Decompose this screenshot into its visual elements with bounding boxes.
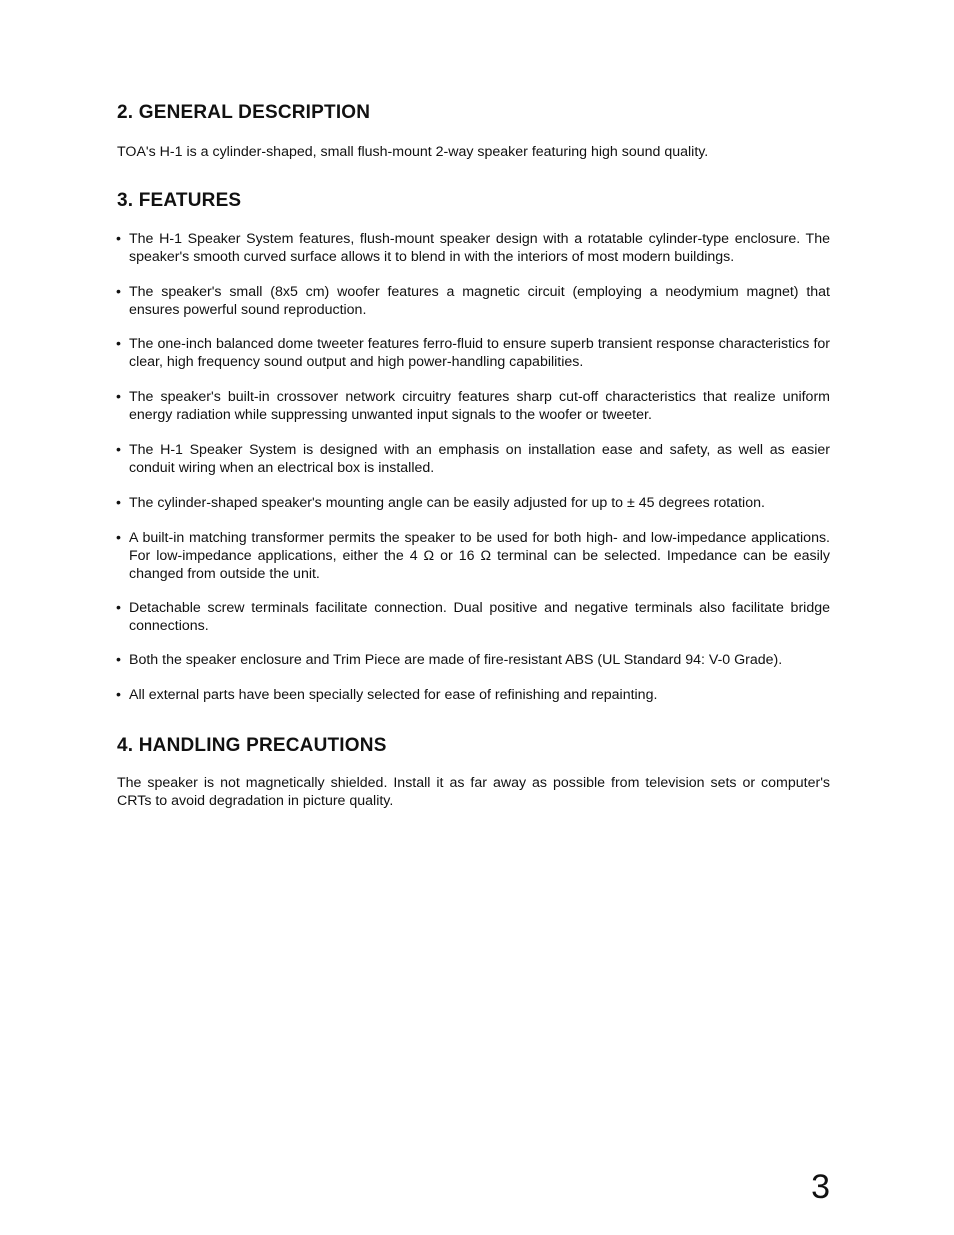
feature-text: All external parts have been specially selected for ease of refinishing and repainting. <box>129 687 658 703</box>
feature-item <box>116 388 830 424</box>
bullet-icon: • <box>116 652 121 668</box>
feature-item <box>116 494 830 512</box>
feature-text: Both the speaker enclosure and Trim Piece are made of fire-resistant ABS (UL Standard 94: V-0 Grade). <box>129 652 783 668</box>
feature-text: The speaker's built-in crossover network circuitry features sharp cut-off characteristics that realize uniform energy radiation while suppressing unwanted input signals to the woofer or tweeter. <box>129 389 830 423</box>
feature-item <box>116 686 830 704</box>
bullet-icon: • <box>116 284 121 300</box>
bullet-icon: • <box>116 530 121 546</box>
bullet-icon: • <box>116 687 121 703</box>
feature-item <box>116 283 830 319</box>
feature-text: The H-1 Speaker System features, flush-mount speaker design with a rotatable cylinder-type enclosure. The speaker's smooth curved surface allows it to blend in with the interiors of most modern buildings. <box>129 231 830 265</box>
feature-item <box>116 230 830 266</box>
feature-item <box>116 651 830 669</box>
feature-item <box>116 529 830 583</box>
feature-item <box>116 441 830 477</box>
feature-text: The speaker's small (8x5 cm) woofer features a magnetic circuit (employing a neodymium magnet) that ensures powerful sound reproduction. <box>129 284 830 318</box>
feature-item <box>116 335 830 371</box>
handling-precautions-heading: 4. HANDLING PRECAUTIONS <box>117 735 387 756</box>
bullet-icon: • <box>116 336 121 352</box>
bullet-icon: • <box>116 495 121 511</box>
features-heading: 3. FEATURES <box>117 190 242 211</box>
feature-text: The H-1 Speaker System is designed with an emphasis on installation ease and safety, as well as easier conduit wiring when an electrical box is installed. <box>129 442 830 476</box>
feature-text: Detachable screw terminals facilitate connection. Dual positive and negative terminals also facilitate bridge connections. <box>129 600 830 634</box>
feature-item <box>116 599 830 635</box>
feature-text: The cylinder-shaped speaker's mounting angle can be easily adjusted for up to ± 45 degrees rotation. <box>129 495 765 511</box>
feature-text: The one-inch balanced dome tweeter features ferro-fluid to ensure superb transient response characteristics for clear, high frequency sound output and high power-handling capabilities. <box>129 336 830 370</box>
general-description-text: TOA's H-1 is a cylinder-shaped, small flush-mount 2-way speaker featuring high sound quality. <box>117 144 709 160</box>
feature-text: A built-in matching transformer permits the speaker to be used for both high- and low-impedance applications. For low-impedance applications, either the 4 Ω or 16 Ω terminal can be selected. Impedance can be easily changed from outside the unit. <box>129 530 830 582</box>
bullet-icon: • <box>116 442 121 458</box>
bullet-icon: • <box>116 231 121 247</box>
page-number: 3 <box>811 1168 830 1206</box>
bullet-icon: • <box>116 389 121 405</box>
handling-precautions-text: The speaker is not magnetically shielded. Install it as far away as possible from television sets or computer's CRTs to avoid degradation in picture quality. <box>117 775 830 809</box>
general-description-heading: 2. GENERAL DESCRIPTION <box>117 102 371 123</box>
bullet-icon: • <box>116 600 121 616</box>
